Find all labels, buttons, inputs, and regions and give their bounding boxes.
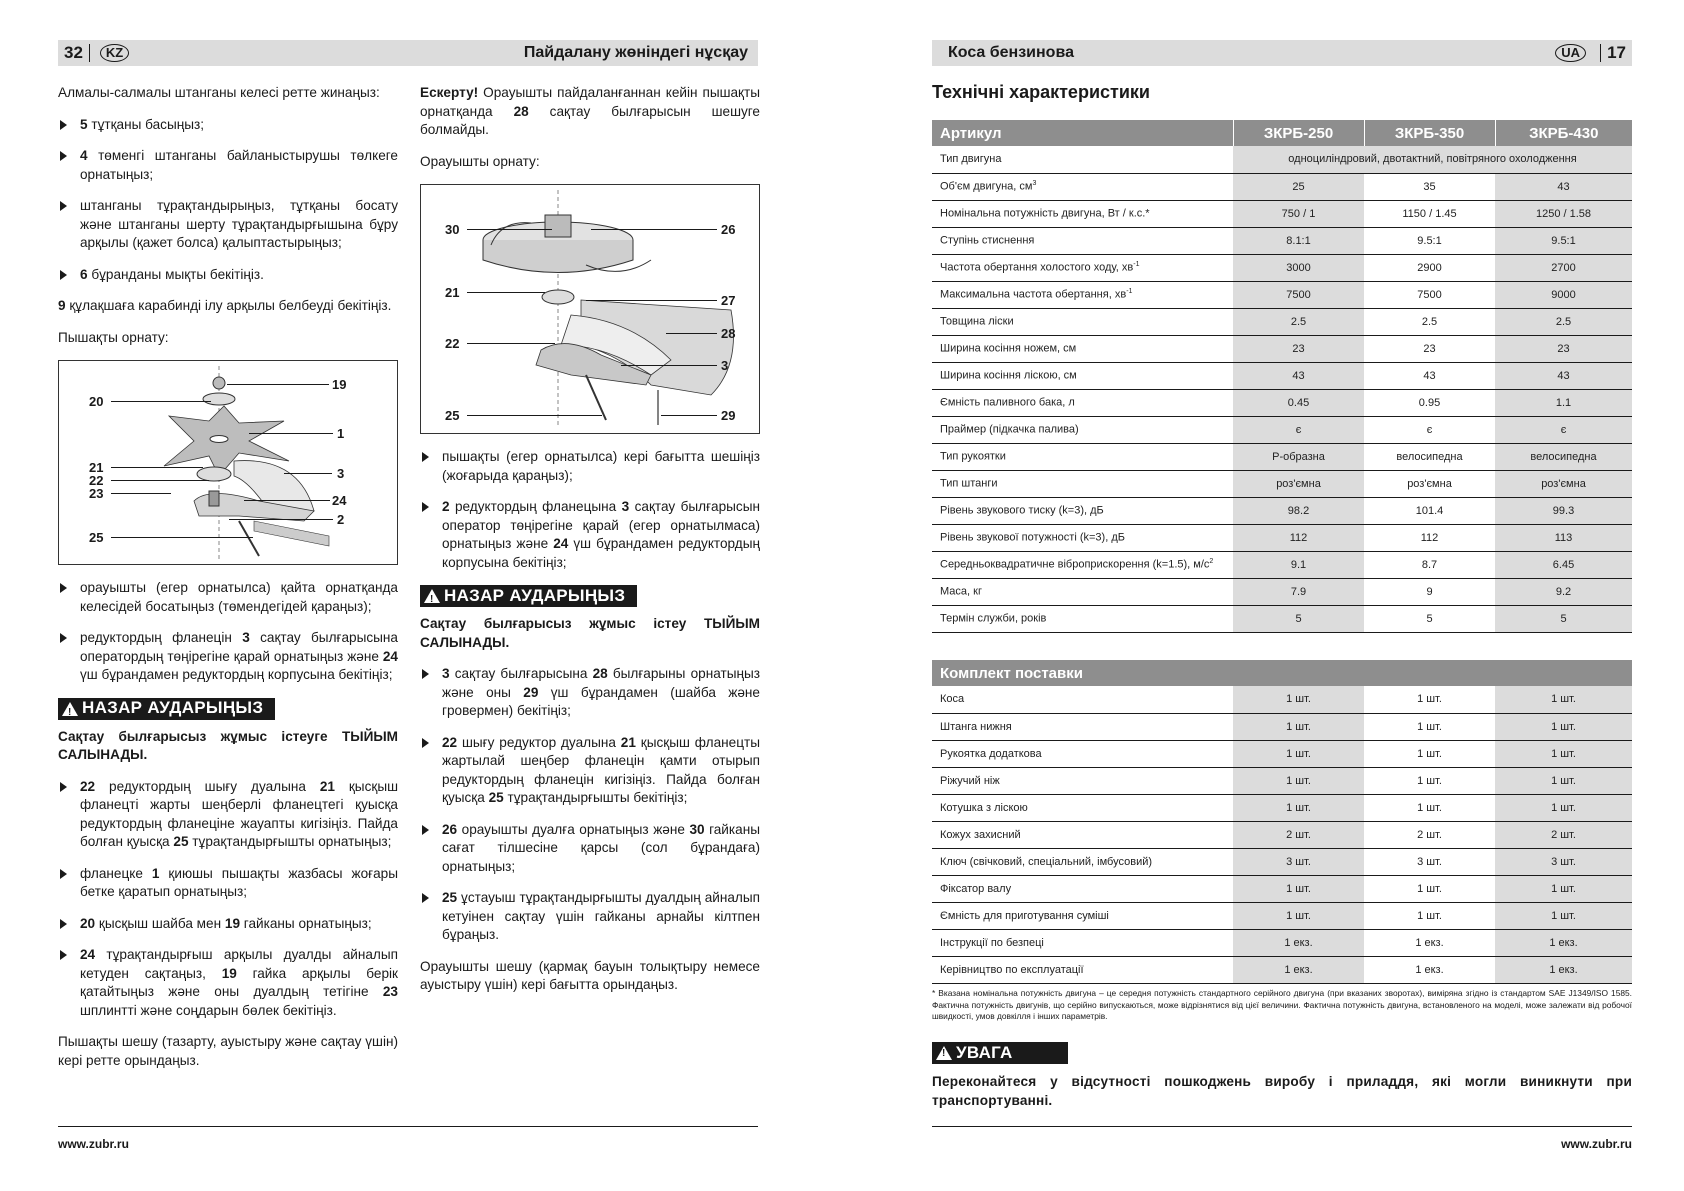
list-item: 3 сақтау былғарысына 28 былғарыны орнатыңыз және оны 29 үш бұрандамен (шайба және гровермен) бекітіңіз; (420, 665, 760, 721)
cell-value: 9 (1364, 578, 1495, 605)
bullet-arrow-icon (60, 270, 67, 280)
cell-value: 2700 (1495, 254, 1632, 281)
row-label: Рівень звукового тиску (k=3), дБ (932, 497, 1233, 524)
bullet-arrow-icon (60, 633, 67, 643)
table-row (932, 821, 1632, 848)
cell-value: 5 (1233, 605, 1364, 632)
left-page-kz (58, 0, 761, 1191)
cell-value: 2900 (1364, 254, 1495, 281)
bullet-arrow-icon (60, 919, 67, 929)
cell-value: 8.7 (1364, 551, 1495, 578)
cell-value: 1 екз. (1495, 956, 1632, 983)
cell-value: 1 шт. (1233, 875, 1364, 902)
cell-value: 2.5 (1233, 308, 1364, 335)
cell-value: є (1364, 416, 1495, 443)
warning-section (932, 1042, 1068, 1065)
table-row (932, 146, 1632, 173)
spool-heading: Орауышты орнату: (420, 153, 540, 169)
footer-website-link[interactable]: www.zubr.ru (58, 1137, 129, 1151)
cell-value: 101.4 (1364, 497, 1495, 524)
cell-value: 7500 (1364, 281, 1495, 308)
cell-value: 112 (1364, 524, 1495, 551)
cell-value: 0.45 (1233, 389, 1364, 416)
cell-value: 113 (1495, 524, 1632, 551)
warning-triangle-icon (62, 702, 78, 716)
callout-label: 25 (89, 530, 104, 545)
callout-line (111, 401, 211, 402)
warning-triangle-icon (424, 589, 440, 603)
callout-label: 20 (89, 394, 104, 409)
cell-value: 2 шт. (1495, 821, 1632, 848)
table-row (932, 389, 1632, 416)
callout-line (661, 415, 717, 416)
row-label: Штанга нижня (932, 713, 1233, 740)
cell-value: 9.5:1 (1495, 227, 1632, 254)
callout-line (621, 365, 717, 366)
spec-table (932, 120, 1632, 633)
cell-value: 2.5 (1364, 308, 1495, 335)
row-label: Термін служби, років (932, 605, 1233, 632)
row-label: Ключ (свічковий, спеціальний, імбусовий) (932, 848, 1233, 875)
callout-label: 22 (89, 473, 104, 488)
page-header (932, 40, 1632, 66)
bullet-arrow-icon (422, 669, 429, 679)
cell-value: 9.2 (1495, 578, 1632, 605)
cell-value: 1 шт. (1364, 875, 1495, 902)
callout-label: 27 (721, 293, 736, 308)
bullet-arrow-icon (422, 893, 429, 903)
cell-value: 1 шт. (1233, 713, 1364, 740)
row-label: Тип двигуна (932, 146, 1233, 173)
cell-value: роз'ємна (1364, 470, 1495, 497)
row-label: Ємність паливного бака, л (932, 389, 1233, 416)
callout-label: 28 (721, 326, 736, 341)
bullet-arrow-icon (422, 825, 429, 835)
cell-value: 1 шт. (1364, 794, 1495, 821)
warning-text: Переконайтеся у відсутності пошкоджень виробу і приладдя, які могли виникнути при транспортуванні. (932, 1074, 1632, 1108)
callout-label: 2 (337, 512, 345, 527)
callout-label: 21 (445, 285, 460, 300)
cell-value: 3 шт. (1364, 848, 1495, 875)
cell-value: 43 (1495, 173, 1632, 200)
section-title: Технічні характеристики (932, 82, 1150, 102)
cell-value: 9.5:1 (1364, 227, 1495, 254)
callout-line (111, 467, 203, 468)
list-item: 22 шығу редуктор дуалына 21 қысқыш фланецты жартылай шеңбер фланецін қамти отырып редуктордың фланецін кигізіңіз. Пайда болған қуысқа 25 тұрақтандырғышты бекітіңіз; (420, 734, 760, 808)
cell-value: 1 шт. (1364, 740, 1495, 767)
cell-value: 43 (1233, 362, 1364, 389)
cell-value: 1 шт. (1495, 902, 1632, 929)
callout-label: 24 (332, 493, 347, 508)
warning-text: Сақтау былғарысыз жұмыс істеу ТЫЙЫМ САЛЫНАДЫ. (420, 616, 760, 650)
bullet-arrow-icon (60, 201, 67, 211)
table-row (932, 497, 1632, 524)
row-label: Тип штанги (932, 470, 1233, 497)
callout-label: 19 (332, 377, 347, 392)
table-row (932, 524, 1632, 551)
cell-value: 9000 (1495, 281, 1632, 308)
cell-value: 750 / 1 (1233, 200, 1364, 227)
table-row (932, 848, 1632, 875)
list-item: фланецке 1 қиюшы пышақты жазбасы жоғары бетке қаратып орнатыңыз; (58, 865, 398, 902)
cell-value: 5 (1364, 605, 1495, 632)
cell-value: 1 шт. (1233, 902, 1364, 929)
cell-value: 3 шт. (1233, 848, 1364, 875)
table-row (932, 686, 1632, 713)
table-row (932, 308, 1632, 335)
kit-table (932, 660, 1632, 984)
row-label: Частота обертання холостого ходу, $хв^{-1}$ (932, 254, 1233, 281)
footer-divider (932, 1126, 1632, 1127)
spool-removal-text: Орауышты шешу (қармақ бауын толықтыру немесе ауыстыру үшін) кері бағытта орындаңыз. (420, 958, 760, 992)
row-label: Ступінь стиснення (932, 227, 1233, 254)
table-row (932, 443, 1632, 470)
table-row (932, 227, 1632, 254)
cell-value: 1 екз. (1364, 956, 1495, 983)
callout-line (586, 300, 717, 301)
cell-value: роз'ємна (1495, 470, 1632, 497)
header-divider (89, 44, 90, 62)
callout-line (467, 292, 545, 293)
page-number: 17 (1607, 43, 1626, 62)
cell-value: є (1495, 416, 1632, 443)
bullet-arrow-icon (60, 151, 67, 161)
column-header: ЗКРБ-430 (1495, 120, 1632, 146)
bullet-arrow-icon (422, 502, 429, 512)
list-item: 2 редуктордың фланецына 3 сақтау былғарысын оператор төңірегіне қарай (егер орнатылмаса) орнатыңыз және 24 үш бұрандамен редуктордың корпусына бекітіңіз; (420, 498, 760, 572)
list-item: 26 орауышты дуалға орнатыңыз және 30 гайканы сағат тілшесіне қарсы (сол бұрандаға) орнатыңыз; (420, 821, 760, 877)
cell-value: 1 шт. (1495, 713, 1632, 740)
callout-label: 3 (337, 466, 345, 481)
table-row (932, 740, 1632, 767)
row-label: Ємність для приготування суміші (932, 902, 1233, 929)
cell-value: 1 шт. (1233, 740, 1364, 767)
warning-triangle-icon (936, 1046, 952, 1060)
list-item: 20 қысқыш шайба мен 19 гайканы орнатыңыз; (58, 915, 398, 934)
callout-line (591, 229, 717, 230)
warning-banner: ! УВАГА (932, 1042, 1068, 1064)
table-row (932, 173, 1632, 200)
row-label: Рівень звукової потужності (k=3), дБ (932, 524, 1233, 551)
right-page-ua (932, 0, 1632, 1191)
column-header: ЗКРБ-250 (1233, 120, 1364, 146)
cell-value: 7500 (1233, 281, 1364, 308)
table-row (932, 254, 1632, 281)
spool-exploded-view-icon (421, 185, 759, 433)
bullet-arrow-icon (60, 950, 67, 960)
callout-line (244, 500, 330, 501)
cell-value: 3 шт. (1495, 848, 1632, 875)
cell-value: 112 (1233, 524, 1364, 551)
cell-value: велосипедна (1364, 443, 1495, 470)
table-row (932, 578, 1632, 605)
callout-label: 21 (89, 460, 104, 475)
callout-label: 3 (721, 358, 729, 373)
row-label: Рукоятка додаткова (932, 740, 1233, 767)
bullet-arrow-icon (60, 120, 67, 130)
callout-label: 26 (721, 222, 736, 237)
table-row (932, 551, 1632, 578)
row-label: Середньоквадратичне віброприскорення (k=1.5), $м/с^2$ (932, 551, 1233, 578)
bullet-arrow-icon (60, 583, 67, 593)
list-item: редуктордың фланецін 3 сақтау былғарысына оператордың төңірегіне қарай орнатыңыз және 24 үш бұрандамен редуктордың корпусына бекітіңіз; (58, 629, 398, 685)
table-row (932, 767, 1632, 794)
list-item: 4 төменгі штанганы байланыстырушы төлкеге орнатыңыз; (58, 147, 398, 184)
row-label: Інструкції по безпеці (932, 929, 1233, 956)
cell-value: 1 екз. (1233, 929, 1364, 956)
cell-value: 1 шт. (1495, 875, 1632, 902)
row-label: Тип рукоятки (932, 443, 1233, 470)
cell-value: 1.1 (1495, 389, 1632, 416)
cell-value: 1 екз. (1233, 956, 1364, 983)
list-item: пышақты (егер орнатылса) кері бағытта шешіңіз (жоғарыда қараңыз); (420, 448, 760, 485)
language-badge: KZ (100, 44, 129, 62)
cell-value: є (1233, 416, 1364, 443)
callout-line (467, 415, 602, 416)
warning-banner: ! НАЗАР АУДАРЫҢЫЗ (420, 585, 637, 607)
cell-value: 0.95 (1364, 389, 1495, 416)
cell-value: 1150 / 1.45 (1364, 200, 1495, 227)
cell-value: 1 шт. (1233, 686, 1364, 713)
cell-value: 7.9 (1233, 578, 1364, 605)
table-row (932, 902, 1632, 929)
list-item: 5 тұтқаны басыңыз; (58, 116, 398, 135)
row-label: Об'єм двигуна, $см^3$ (932, 173, 1233, 200)
cell-value: 23 (1364, 335, 1495, 362)
callout-line (111, 493, 171, 494)
left-column-2 (420, 84, 760, 1008)
list-item: штанганы тұрақтандырыңыз, тұтқаны босату және штанганы шерту тұрақтандырғышына бұру арқылы (қажет болса) қалыптастырыңыз; (58, 197, 398, 253)
cell-value: 1 шт. (1364, 902, 1495, 929)
warning-text: Сақтау былғарысыз жұмыс істеуге ТЫЙЫМ САЛЫНАДЫ. (58, 728, 398, 762)
table-row (932, 362, 1632, 389)
bullet-arrow-icon (422, 738, 429, 748)
callout-line (227, 384, 329, 385)
row-label: Ширина косіння ліскою, см (932, 362, 1233, 389)
callout-label: 25 (445, 408, 460, 423)
header-divider (1600, 44, 1601, 62)
table-row (932, 335, 1632, 362)
cell-value: 2 шт. (1364, 821, 1495, 848)
cell-value: 3000 (1233, 254, 1364, 281)
cell-value: 1 шт. (1364, 767, 1495, 794)
row-label: Товщина ліски (932, 308, 1233, 335)
header-title: Коса бензинова (948, 44, 1074, 61)
footer-website-link[interactable]: www.zubr.ru (1561, 1137, 1632, 1151)
row-label: Коса (932, 686, 1233, 713)
callout-line (229, 519, 333, 520)
table-header-row (932, 120, 1632, 146)
belt-instruction: 9 құлақшаға карабинді ілу арқылы белбеуді бекітіңіз. (58, 298, 392, 313)
cell-value: 1 шт. (1233, 767, 1364, 794)
spool-assembly-diagram (420, 184, 760, 434)
row-label: Праймер (підкачка палива) (932, 416, 1233, 443)
row-label: Фіксатор валу (932, 875, 1233, 902)
page-number: 32 (64, 43, 83, 62)
knife-heading: Пышақты орнату: (58, 329, 169, 345)
table-row (932, 470, 1632, 497)
callout-line (467, 229, 552, 230)
page-header (58, 40, 758, 66)
table-row (932, 956, 1632, 983)
row-label: Максимальна частота обертання, $хв^{-1}$ (932, 281, 1233, 308)
table-row (932, 875, 1632, 902)
table-row (932, 416, 1632, 443)
cell-value: 9.1 (1233, 551, 1364, 578)
cell-value: 1 шт. (1495, 740, 1632, 767)
left-column-1 (58, 84, 398, 1083)
cell-value: 43 (1364, 362, 1495, 389)
row-label: Котушка з ліскою (932, 794, 1233, 821)
callout-label: 22 (445, 336, 460, 351)
callout-line (111, 537, 253, 538)
cell-value: 98.2 (1233, 497, 1364, 524)
bullet-arrow-icon (60, 782, 67, 792)
cell-value: 35 (1364, 173, 1495, 200)
warning-banner: ! НАЗАР АУДАРЫҢЫЗ (58, 698, 275, 720)
callout-label: 1 (337, 426, 345, 441)
cell-value: 1 шт. (1495, 794, 1632, 821)
cell-value: 2.5 (1495, 308, 1632, 335)
row-label: Маса, кг (932, 578, 1233, 605)
header-title: Пайдалану жөніндегі нұсқау (523, 44, 748, 61)
cell-value: 1250 / 1.58 (1495, 200, 1632, 227)
language-badge: UA (1555, 44, 1586, 62)
note-paragraph: Ескерту! Орауышты пайдаланғаннан кейін пышақты орнатқанда 28 сақтау былғарысын шешуге болмайды. (420, 85, 760, 137)
footer-divider (58, 1126, 758, 1127)
cell-value: 25 (1233, 173, 1364, 200)
column-header: Комплект поставки (932, 660, 1632, 686)
cell-value: 1 екз. (1495, 929, 1632, 956)
list-item: 25 ұстауыш тұрақтандырғышты дуалдың айналып кетуінен сақтау үшін гайканы арнайы кілтпен бұраңыз. (420, 889, 760, 945)
list-item: 6 бұранданы мықты бекітіңіз. (58, 266, 398, 285)
cell-value: Р-образна (1233, 443, 1364, 470)
bullet-arrow-icon (422, 452, 429, 462)
cell-value: 8.1:1 (1233, 227, 1364, 254)
cell-value: 23 (1495, 335, 1632, 362)
row-label: Кожух захисний (932, 821, 1233, 848)
table-row (932, 929, 1632, 956)
table-row (932, 794, 1632, 821)
cell-value: 1 шт. (1364, 686, 1495, 713)
callout-label: 23 (89, 486, 104, 501)
callout-line (111, 480, 209, 481)
cell-value: 43 (1495, 362, 1632, 389)
callout-line (666, 333, 717, 334)
list-item: 22 редуктордың шығу дуалына 21 қысқыш фланецті жарты шеңберлі фланецтегі қуысқа редуктордың фланеціне жауапты кигізіңіз. Пайда болған қуысқа 25 тұрақтандырғышты орнатыңыз; (58, 778, 398, 852)
table-row (932, 605, 1632, 632)
cell-value: 1 шт. (1233, 794, 1364, 821)
table-header-row (932, 660, 1632, 686)
assembly-intro: Алмалы-салмалы штанганы келесі ретте жинаңыз: (58, 85, 380, 100)
knife-assembly-diagram (58, 360, 398, 565)
row-label: Номінальна потужність двигуна, Вт / к.с.* (932, 200, 1233, 227)
cell-value: 1 шт. (1495, 686, 1632, 713)
knife-removal-text: Пышақты шешу (тазарту, ауыстыру және сақтау үшін) кері ретте орындаңыз. (58, 1034, 398, 1068)
callout-label: 29 (721, 408, 736, 423)
column-header: ЗКРБ-350 (1364, 120, 1495, 146)
table-row (932, 713, 1632, 740)
cell-value: 6.45 (1495, 551, 1632, 578)
cell-value: одноциліндровий, двотактний, повітряного охолодження (1233, 146, 1632, 173)
callout-label: 30 (445, 222, 460, 237)
cell-value: 1 екз. (1364, 929, 1495, 956)
column-header: Артикул (932, 120, 1233, 146)
cell-value: 1 шт. (1364, 713, 1495, 740)
cell-value: 2 шт. (1233, 821, 1364, 848)
row-label: Ріжучий ніж (932, 767, 1233, 794)
row-label: Ширина косіння ножем, см (932, 335, 1233, 362)
cell-value: 99.3 (1495, 497, 1632, 524)
footnote: * Вказана номінальна потужність двигуна – це середня потужність стандартного серійного двигуна (при вказаних зворотах), виміряна згідно із стандартом SAE J1349/ISO 1585. Фактична потужність двигунів, що серійно випускаються, може відрізнятися від цієї величини. Фактична потужність двигуна, встановленого на моделі, може залежати від робочої швидкості, умов довкілля і інших параметрів. (932, 988, 1632, 1021)
cell-value: 5 (1495, 605, 1632, 632)
cell-value: 1 шт. (1495, 767, 1632, 794)
callout-line (284, 473, 332, 474)
table-row (932, 200, 1632, 227)
table-row (932, 281, 1632, 308)
callout-line (467, 343, 555, 344)
list-item: 24 тұрақтандырғыш арқылы дуалды айналып кетуден сақтаңыз, 19 гайка арқылы берік қатайтыңыз және оны дуалдың тетігіне 23 шплинтті және соңдарын бөлек бекітіңіз. (58, 946, 398, 1020)
cell-value: 23 (1233, 335, 1364, 362)
cell-value: велосипедна (1495, 443, 1632, 470)
list-item: орауышты (егер орнатылса) қайта орнатқанда келесідей босатыңыз (төмендегідей қараңыз); (58, 579, 398, 616)
cell-value: роз'ємна (1233, 470, 1364, 497)
row-label: Керівництво по експлуатації (932, 956, 1233, 983)
bullet-arrow-icon (60, 869, 67, 879)
callout-line (249, 433, 333, 434)
